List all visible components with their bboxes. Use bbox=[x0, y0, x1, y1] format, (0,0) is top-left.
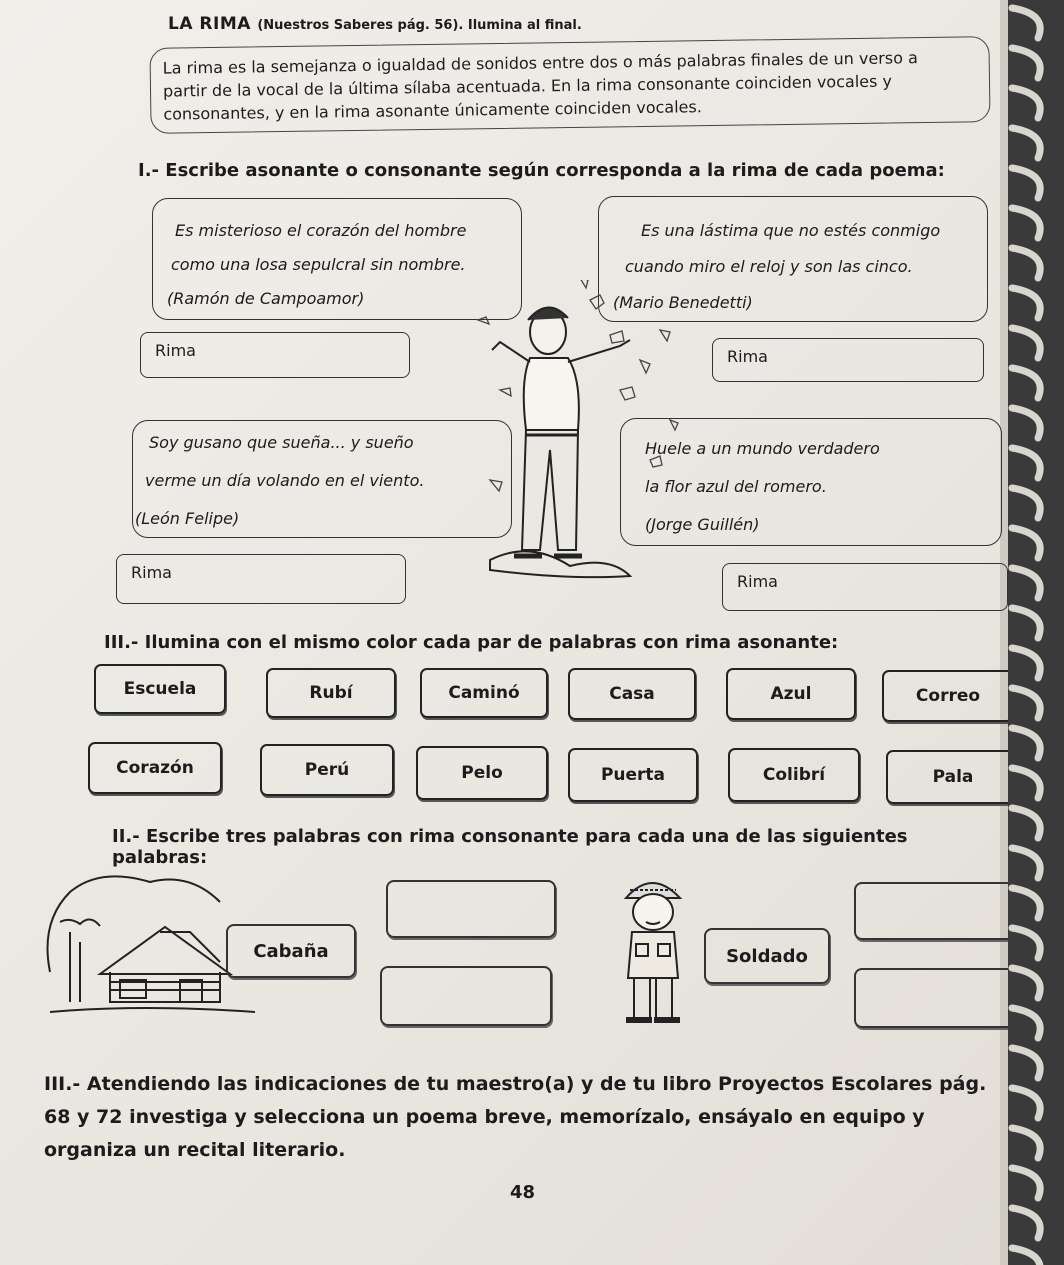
cabana-answer-box-1[interactable] bbox=[386, 880, 556, 938]
poem1-line2: como una losa sepulcral sin nombre. bbox=[171, 255, 466, 274]
cabana-answer-box-2[interactable] bbox=[380, 966, 552, 1026]
rima-answer-box-3[interactable] bbox=[116, 554, 406, 604]
poem2-line1: Es una lástima que no estés conmigo bbox=[641, 221, 941, 240]
soldier-illustration bbox=[612, 868, 702, 1028]
section1-instruction: I.- Escribe asonante o consonante según corresponda a la rima de cada poema: bbox=[138, 160, 945, 181]
poem3-line1: Soy gusano que sueña... y sueño bbox=[149, 433, 414, 452]
word-rubi[interactable]: Rubí bbox=[266, 668, 396, 718]
poem1-author: (Ramón de Campoamor) bbox=[167, 289, 365, 308]
section3-instruction: II.- Escribe tres palabras con rima consonante para cada una de las siguientes palabras: bbox=[112, 826, 908, 868]
poem-box-1 bbox=[152, 198, 522, 320]
rima-label-2: Rima bbox=[727, 347, 768, 366]
poem-box-3 bbox=[132, 420, 512, 538]
boy-illustration bbox=[470, 280, 720, 590]
rima-answer-box-1[interactable] bbox=[140, 332, 410, 378]
poem4-line1: Huele a un mundo verdadero bbox=[645, 439, 880, 458]
page-subtitle: (Nuestros Saberes pág. 56). Ilumina al final. bbox=[257, 18, 582, 33]
poem4-line2: la flor azul del romero. bbox=[645, 477, 827, 496]
word-escuela[interactable]: Escuela bbox=[94, 664, 226, 714]
word-peru[interactable]: Perú bbox=[260, 744, 394, 796]
word-camino[interactable]: Caminó bbox=[420, 668, 548, 718]
poem3-author: (León Felipe) bbox=[135, 509, 240, 528]
section4-text: III.- Atendiendo las indicaciones de tu maestro(a) y de tu libro Proyectos Escolares pág. 68 y 72 investiga y selecciona un poema breve, memorízalo, ensáyalo en equipo y organiza un recital literario. bbox=[44, 1073, 987, 1161]
page-title: LA RIMA (Nuestros Saberes pág. 56). Ilumina al final. bbox=[168, 14, 582, 34]
poem2-line2: cuando miro el reloj y son las cinco. bbox=[625, 257, 913, 276]
rima-label-3: Rima bbox=[131, 563, 172, 582]
soldado-answer-box-1[interactable] bbox=[854, 882, 1026, 940]
definition-box bbox=[149, 36, 990, 134]
word-soldado: Soldado bbox=[704, 928, 830, 984]
definition-line-2: partir de la vocal de la última sílaba acentuada. En la rima consonante coinciden vocales y bbox=[162, 71, 893, 101]
word-corazon[interactable]: Corazón bbox=[88, 742, 222, 794]
rima-label-1: Rima bbox=[155, 341, 196, 360]
poem1-line1: Es misterioso el corazón del hombre bbox=[175, 221, 467, 240]
rima-label-4: Rima bbox=[737, 572, 778, 591]
rima-answer-box-2[interactable] bbox=[712, 338, 984, 382]
word-correo[interactable]: Correo bbox=[882, 670, 1014, 722]
section2-instruction: III.- Ilumina con el mismo color cada par de palabras con rima asonante: bbox=[104, 632, 839, 653]
word-azul[interactable]: Azul bbox=[726, 668, 856, 720]
word-cabana: Cabaña bbox=[226, 924, 356, 978]
rima-answer-box-4[interactable] bbox=[722, 563, 1008, 611]
word-pelo[interactable]: Pelo bbox=[416, 746, 548, 800]
word-casa[interactable]: Casa bbox=[568, 668, 696, 720]
poem3-line2: verme un día volando en el viento. bbox=[145, 471, 425, 490]
word-pala[interactable]: Pala bbox=[886, 750, 1020, 804]
definition-line-3: consonantes, y en la rima asonante únicamente coinciden vocales. bbox=[163, 97, 703, 124]
spiral-binding bbox=[1008, 0, 1064, 1265]
definition-line-1: La rima es la semejanza o igualdad de sonidos entre dos o más palabras finales de un verso a bbox=[162, 48, 918, 78]
page-number: 48 bbox=[510, 1182, 536, 1203]
poem4-author: (Jorge Guillén) bbox=[645, 515, 760, 534]
word-puerta[interactable]: Puerta bbox=[568, 748, 698, 802]
word-colibri[interactable]: Colibrí bbox=[728, 748, 860, 802]
soldado-answer-box-2[interactable] bbox=[854, 968, 1030, 1028]
poem2-author: (Mario Benedetti) bbox=[613, 293, 753, 312]
